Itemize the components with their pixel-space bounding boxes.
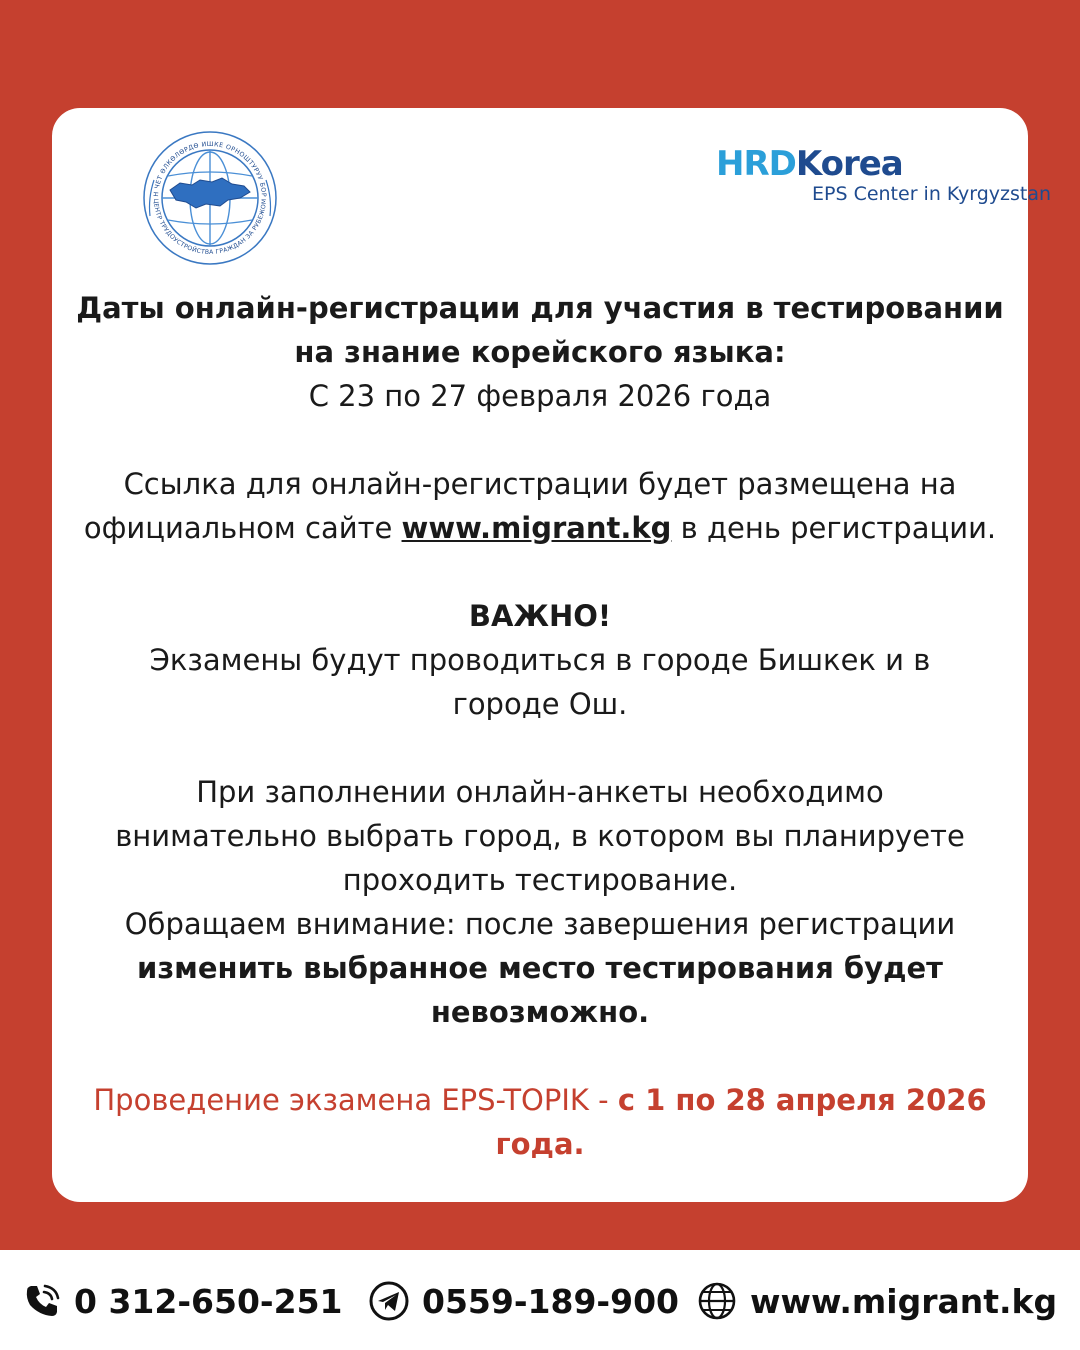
exam-period-prefix: Проведение экзамена EPS-TOPIK - — [93, 1083, 618, 1117]
emblem-ring-text-bottom: ЦЕНТР ТРУДОУСТРОЙСТВА ГРАЖДАН ЗА РУБЕЖОМ — [151, 198, 269, 257]
important-heading: ВАЖНО! — [468, 599, 612, 633]
hrd-subtitle: EPS Center in Kyrgyzstan — [812, 183, 1052, 205]
kyrgyzstan-globe-emblem-icon — [140, 128, 280, 268]
info-card — [52, 108, 1052, 1202]
globe-icon — [696, 1280, 738, 1322]
link-line-2 — [52, 506, 1028, 550]
title-line-1: Даты онлайн-регистрации для участия в тестировании — [76, 291, 1004, 325]
phone-icon — [22, 1281, 62, 1321]
exam-cities-line-2: городе Ош. — [452, 687, 628, 721]
hrd-korea-wordmark — [716, 144, 903, 184]
brand-korea: Korea — [795, 144, 903, 184]
notice-line-1: Обращаем внимание: после завершения регистрации — [124, 907, 956, 941]
brand-hrd: HRD — [716, 144, 796, 184]
link-line-2-before: официальном сайте — [83, 511, 402, 545]
notice-line-2: изменить выбранное место тестирования будет — [137, 951, 943, 985]
exam-period-dates: с 1 по 28 апреля 2026 — [617, 1083, 987, 1117]
registration-dates: С 23 по 27 февраля 2026 года — [308, 379, 772, 413]
website-link[interactable]: www.migrant.kg — [401, 511, 672, 545]
exam-period-suffix: года. — [495, 1127, 585, 1161]
link-line-2-after: в день регистрации. — [671, 511, 997, 545]
announcement-text — [52, 286, 1028, 1166]
form-line-2: внимательно выбрать город, в котором вы планируете — [115, 819, 965, 853]
exam-cities-line-1: Экзамены будут проводиться в городе Бишкек и в — [149, 643, 931, 677]
exam-period-line-1 — [52, 1078, 1028, 1122]
form-line-3: проходить тестирование. — [342, 863, 738, 897]
notice-line-3: невозможно. — [430, 995, 650, 1029]
phone-number: 0 312-650-251 — [74, 1281, 343, 1321]
form-line-1: При заполнении онлайн-анкеты необходимо — [196, 775, 884, 809]
title-line-2: на знание корейского языка: — [294, 335, 786, 369]
link-line-1: Ссылка для онлайн-регистрации будет размещена на — [123, 467, 957, 501]
website-contact[interactable] — [696, 1278, 1057, 1324]
contact-footer — [0, 1250, 1080, 1350]
hrd-korea-logo — [716, 144, 1052, 214]
emblem-ring-text-top: Н ЧЕТ ӨЛКӨЛӨРДӨ ИШКЕ ОРНОШТУРУУ БОР — [152, 140, 268, 198]
website-text: www.migrant.kg — [750, 1281, 1058, 1321]
phone-contact[interactable] — [22, 1278, 343, 1324]
telegram-icon — [368, 1280, 410, 1322]
telegram-number: 0559-189-900 — [422, 1281, 680, 1321]
telegram-contact[interactable] — [368, 1278, 679, 1324]
